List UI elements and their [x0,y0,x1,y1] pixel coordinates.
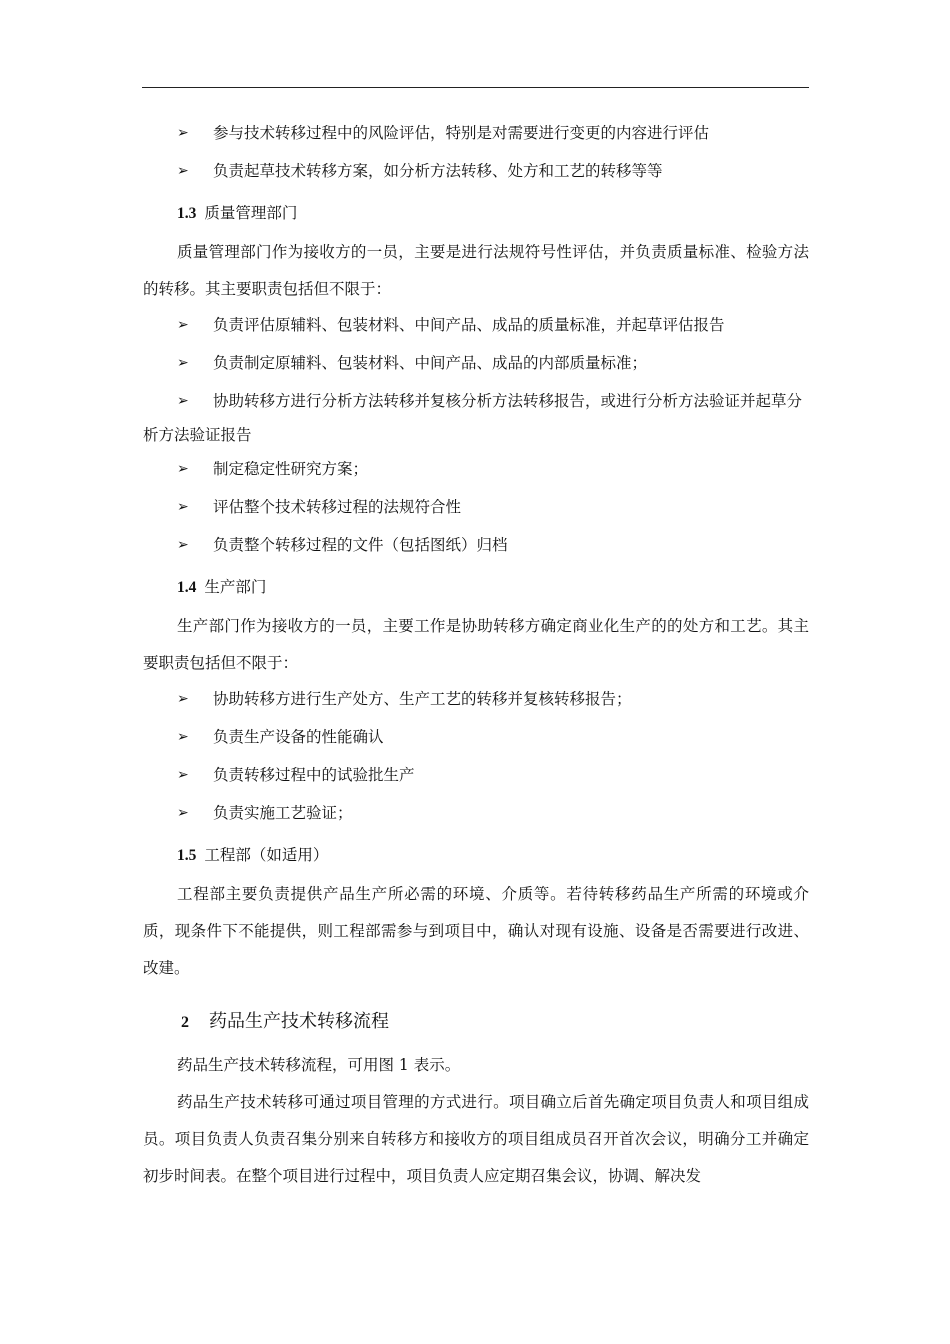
subsection-heading [143,196,809,234]
heading-number: 1.5 [177,847,197,864]
arrow-bullet-icon: ➢ [177,729,189,745]
bullet-text: 负责实施工艺验证； [213,804,353,822]
bullet-item [143,452,809,490]
paragraph: 药品生产技术转移可通过项目管理的方式进行。项目确立后首先确定项目负责人和项目组成员。项目负责人负责召集分别来自转移方和接收方的项目组成员召开首次会议，明确分工并确定初步时间表。在整个项目进行过程中，项目负责人应定期召集会议，协调、解决发 [143,1093,809,1185]
paragraph: 药品生产技术转移流程，可用图 1 表示。 [177,1056,461,1074]
heading-text: 药品生产技术转移流程 [209,1011,389,1032]
bullet-text: 参与技术转移过程中的风险评估，特别是对需要进行变更的内容进行评估 [213,124,710,142]
bullet-text: 制定稳定性研究方案； [213,460,369,478]
bullet-item [143,346,809,384]
bullet-text: 负责生产设备的性能确认 [213,728,384,746]
paragraph: 生产部门作为接收方的一员，主要工作是协助转移方确定商业化生产的的处方和工艺。其主要职责包括但不限于： [143,617,809,672]
bullet-text: 评估整个技术转移过程的法规符合性 [213,498,462,516]
subsection-heading [143,838,809,876]
arrow-bullet-icon: ➢ [177,691,189,707]
header-rule [142,87,809,88]
arrow-bullet-icon: ➢ [177,461,189,477]
arrow-bullet-icon: ➢ [177,499,189,515]
arrow-bullet-icon: ➢ [177,317,189,333]
bullet-text: 协助转移方进行分析方法转移并复核分析方法转移报告，或进行分析方法验证并起草分析方法验证报告 [143,392,803,444]
bullet-item [143,308,809,346]
bullet-item [143,154,809,192]
arrow-bullet-icon: ➢ [177,355,189,371]
heading-number: 1.4 [177,579,197,596]
heading-text: 工程部（如适用） [204,846,329,864]
document-body [143,116,809,1195]
paragraph: 质量管理部门作为接收方的一员，主要是进行法规符号性评估，并负责质量标准、检验方法的转移。其主要职责包括但不限于： [143,243,809,298]
bullet-text: 协助转移方进行生产处方、生产工艺的转移并复核转移报告； [213,690,632,708]
heading-number: 2 [181,1014,189,1031]
bullet-item [143,116,809,154]
bullet-item [143,384,809,452]
bullet-text: 负责评估原辅料、包装材料、中间产品、成品的质量标准，并起草评估报告 [213,316,725,334]
arrow-bullet-icon: ➢ [177,393,189,409]
bullet-item [143,528,809,566]
bullet-item [143,758,809,796]
bullet-text: 负责制定原辅料、包装材料、中间产品、成品的内部质量标准； [213,354,648,372]
section-heading [143,1001,809,1043]
bullet-text: 负责起草技术转移方案，如分析方法转移、处方和工艺的转移等等 [213,162,663,180]
bullet-text: 负责转移过程中的试验批生产 [213,766,415,784]
subsection-heading [143,570,809,608]
bullet-item [143,720,809,758]
heading-text: 生产部门 [204,578,267,596]
bullet-item [143,490,809,528]
bullet-item [143,682,809,720]
arrow-bullet-icon: ➢ [177,537,189,553]
arrow-bullet-icon: ➢ [177,767,189,783]
bullet-item [143,796,809,834]
arrow-bullet-icon: ➢ [177,163,189,179]
paragraph: 工程部主要负责提供产品生产所必需的环境、介质等。若待转移药品生产所需的环境或介质，现条件下不能提供，则工程部需参与到项目中，确认对现有设施、设备是否需要进行改进、改建。 [143,885,809,977]
heading-text: 质量管理部门 [204,204,298,222]
arrow-bullet-icon: ➢ [177,805,189,821]
heading-number: 1.3 [177,205,197,222]
bullet-text: 负责整个转移过程的文件（包括图纸）归档 [213,536,508,554]
arrow-bullet-icon: ➢ [177,125,189,141]
